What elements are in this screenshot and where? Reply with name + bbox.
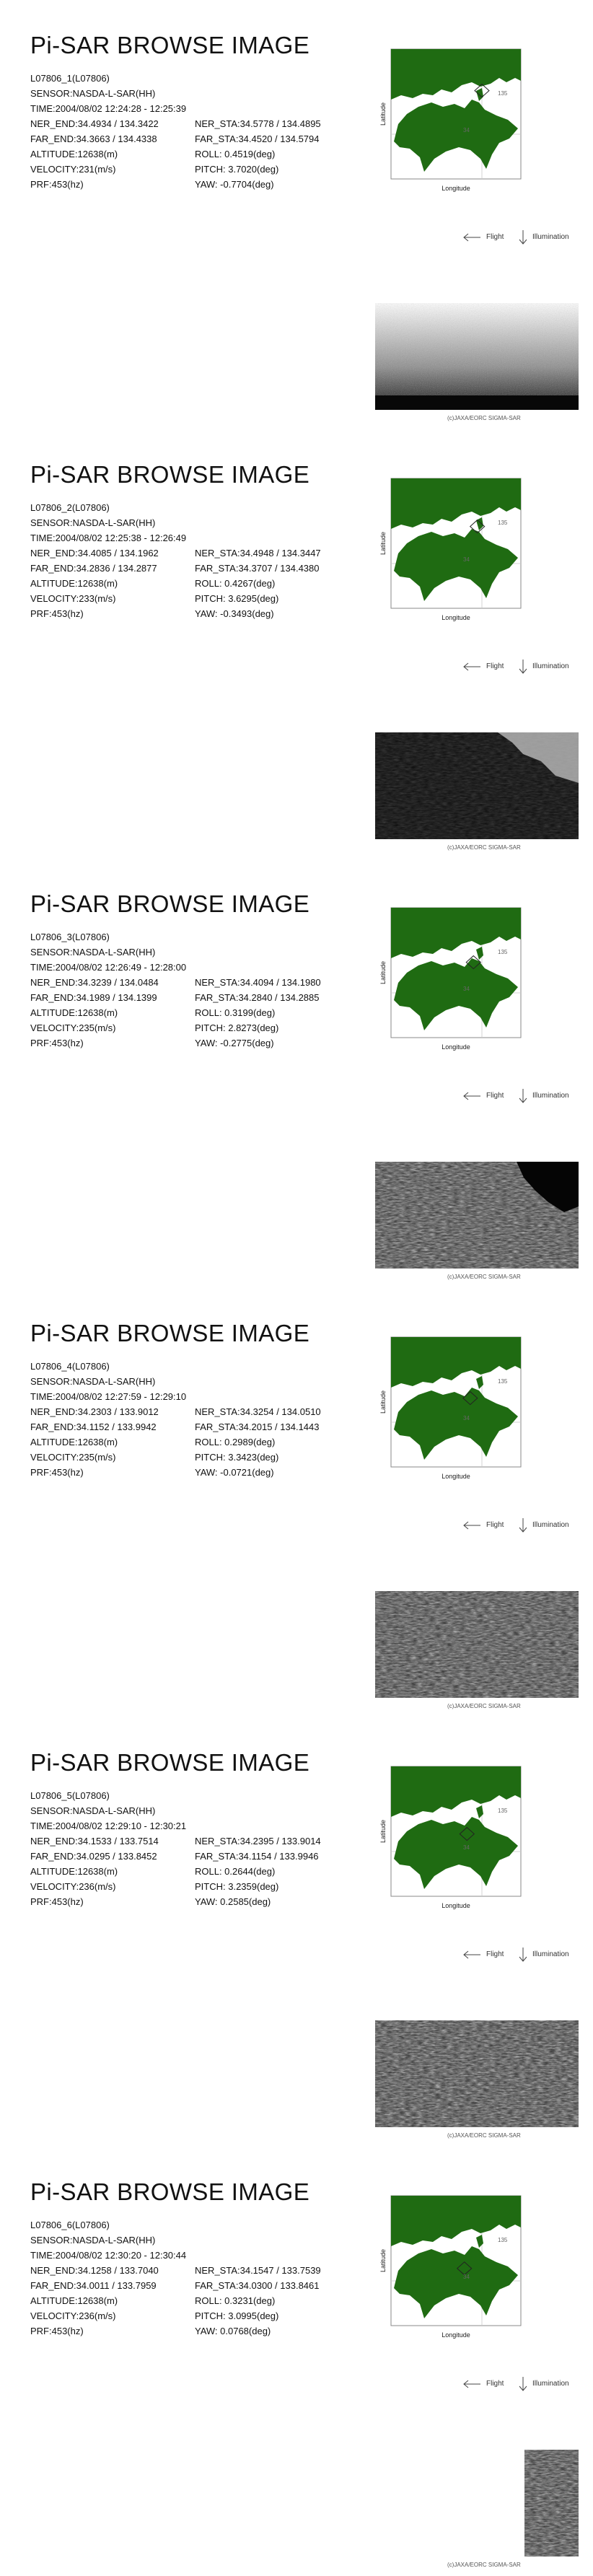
illumination-arrow-icon: [518, 1947, 528, 1963]
map-grid-label-lon: 135: [498, 1808, 508, 1814]
roll-value: ROLL: 0.3199(deg): [195, 1007, 276, 1018]
flight-label: Flight: [486, 1092, 504, 1100]
yaw-value: YAW: 0.2585(deg): [195, 1896, 271, 1907]
far-start-coord: FAR_STA:34.4520 / 134.5794: [195, 133, 320, 144]
yaw-value: YAW: -0.0721(deg): [195, 1467, 274, 1478]
yaw-value: YAW: 0.0768(deg): [195, 2326, 271, 2336]
prf-value: PRF:453(hz): [30, 1467, 84, 1478]
flight-label: Flight: [486, 1950, 504, 1958]
flight-label: Flight: [486, 233, 504, 241]
scene-id: L07806_2(L07806): [30, 502, 110, 513]
pitch-value: PITCH: 3.2359(deg): [195, 1881, 279, 1892]
near-start-coord: NER_STA:34.4948 / 134.3447: [195, 548, 321, 558]
acquisition-time: TIME:2004/08/02 12:24:28 - 12:25:39: [30, 103, 187, 114]
illumination-arrow-icon: [518, 2376, 528, 2392]
flight-arrow-icon: [462, 2380, 482, 2388]
sar-image-svg: [375, 1591, 579, 1698]
illumination-arrow-icon: [518, 1088, 528, 1104]
roll-value: ROLL: 0.4519(deg): [195, 149, 276, 159]
near-start-coord: NER_STA:34.1547 / 133.7539: [195, 2265, 321, 2276]
map-grid-label-lat: 34: [463, 986, 470, 992]
image-credit: (c)JAXA/EORC SIGMA-SAR: [447, 2132, 521, 2139]
scene-id: L07806_3(L07806): [30, 932, 110, 942]
illumination-arrow-icon: [518, 1517, 528, 1533]
sar-image-svg: [375, 732, 579, 839]
browse-page: [0, 1288, 593, 1717]
near-start-coord: NER_STA:34.4094 / 134.1980: [195, 977, 321, 988]
flight-label: Flight: [486, 2380, 504, 2388]
illumination-label: Illumination: [532, 1950, 569, 1958]
altitude-value: ALTITUDE:12638(m): [30, 1437, 118, 1447]
altitude-value: ALTITUDE:12638(m): [30, 578, 118, 589]
velocity-value: VELOCITY:236(m/s): [30, 2310, 116, 2321]
acquisition-time: TIME:2004/08/02 12:26:49 - 12:28:00: [30, 962, 187, 973]
page-title: Pi-SAR BROWSE IMAGE: [30, 1320, 310, 1346]
scene-id: L07806_4(L07806): [30, 1361, 110, 1372]
illumination-label: Illumination: [532, 1521, 569, 1529]
map-grid-label-lat: 34: [463, 2274, 470, 2280]
map-grid-label-lat: 34: [463, 1415, 470, 1421]
far-end-coord: FAR_END:34.2836 / 134.2877: [30, 563, 157, 574]
far-start-coord: FAR_STA:34.0300 / 133.8461: [195, 2280, 320, 2291]
acquisition-time: TIME:2004/08/02 12:30:20 - 12:30:44: [30, 2250, 187, 2261]
flight-label: Flight: [486, 1521, 504, 1529]
map-y-axis-label: Latitude: [379, 1390, 387, 1414]
far-end-coord: FAR_END:34.0295 / 133.8452: [30, 1851, 157, 1862]
page-title: Pi-SAR BROWSE IMAGE: [30, 1749, 310, 1776]
flight-arrow-icon: [462, 1950, 482, 1959]
location-map-svg: [379, 1337, 535, 1481]
location-map-svg: [379, 2196, 535, 2340]
sar-browse-image: [375, 303, 579, 410]
sar-browse-image: [375, 1162, 579, 1269]
sensor-info: SENSOR:NASDA-L-SAR(HH): [30, 517, 156, 528]
map-grid-label-lat: 34: [463, 556, 470, 563]
map-y-axis-label: Latitude: [379, 1819, 387, 1844]
sar-browse-image: [375, 2020, 579, 2127]
near-end-coord: NER_END:34.1533 / 133.7514: [30, 1836, 159, 1846]
page-title: Pi-SAR BROWSE IMAGE: [30, 32, 310, 58]
scene-id: L07806_6(L07806): [30, 2220, 110, 2230]
pitch-value: PITCH: 2.8273(deg): [195, 1022, 279, 1033]
roll-value: ROLL: 0.2644(deg): [195, 1866, 276, 1877]
velocity-value: VELOCITY:233(m/s): [30, 593, 116, 604]
map-grid-label-lon: 135: [498, 949, 508, 955]
map-grid-label-lat: 34: [463, 127, 470, 133]
map-x-axis-label: Longitude: [442, 2331, 470, 2339]
roll-value: ROLL: 0.2989(deg): [195, 1437, 276, 1447]
map-legend: [462, 1517, 592, 1535]
sensor-info: SENSOR:NASDA-L-SAR(HH): [30, 2235, 156, 2246]
sar-browse-image: [524, 2450, 579, 2557]
far-end-coord: FAR_END:34.3663 / 134.4338: [30, 133, 157, 144]
pitch-value: PITCH: 3.0995(deg): [195, 2310, 279, 2321]
illumination-label: Illumination: [532, 1092, 569, 1100]
location-map-svg: [379, 908, 535, 1052]
map-grid-label-lon: 135: [498, 2237, 508, 2243]
near-end-coord: NER_END:34.4934 / 134.3422: [30, 118, 159, 129]
browse-page: [0, 1717, 593, 2147]
yaw-value: YAW: -0.7704(deg): [195, 179, 274, 190]
sensor-info: SENSOR:NASDA-L-SAR(HH): [30, 88, 156, 99]
page-title: Pi-SAR BROWSE IMAGE: [30, 890, 310, 917]
map-grid-label-lon: 135: [498, 520, 508, 526]
flight-arrow-icon: [462, 1521, 482, 1530]
image-credit: (c)JAXA/EORC SIGMA-SAR: [447, 1274, 521, 1280]
image-credit: (c)JAXA/EORC SIGMA-SAR: [447, 415, 521, 421]
acquisition-time: TIME:2004/08/02 12:25:38 - 12:26:49: [30, 533, 187, 543]
map-grid-label-lat: 34: [463, 1844, 470, 1851]
location-map: [379, 908, 521, 1051]
flight-arrow-icon: [462, 662, 482, 671]
map-x-axis-label: Longitude: [442, 1043, 470, 1051]
map-legend: [462, 1947, 592, 1964]
altitude-value: ALTITUDE:12638(m): [30, 2295, 118, 2306]
flight-arrow-icon: [462, 233, 482, 242]
map-legend: [462, 2376, 592, 2393]
map-legend: [462, 659, 592, 676]
near-end-coord: NER_END:34.2303 / 133.9012: [30, 1406, 159, 1417]
far-start-coord: FAR_STA:34.2015 / 134.1443: [195, 1421, 320, 1432]
prf-value: PRF:453(hz): [30, 2326, 84, 2336]
prf-value: PRF:453(hz): [30, 608, 84, 619]
velocity-value: VELOCITY:235(m/s): [30, 1452, 116, 1463]
illumination-arrow-icon: [518, 659, 528, 675]
far-end-coord: FAR_END:34.0011 / 133.7959: [30, 2280, 157, 2291]
browse-page: [0, 859, 593, 1288]
map-x-axis-label: Longitude: [442, 1473, 470, 1480]
prf-value: PRF:453(hz): [30, 1896, 84, 1907]
yaw-value: YAW: -0.3493(deg): [195, 608, 274, 619]
image-credit: (c)JAXA/EORC SIGMA-SAR: [447, 2562, 521, 2568]
location-map: [379, 478, 521, 621]
altitude-value: ALTITUDE:12638(m): [30, 1866, 118, 1877]
acquisition-time: TIME:2004/08/02 12:29:10 - 12:30:21: [30, 1821, 187, 1831]
pitch-value: PITCH: 3.7020(deg): [195, 164, 279, 175]
far-start-coord: FAR_STA:34.1154 / 133.9946: [195, 1851, 319, 1862]
near-start-coord: NER_STA:34.2395 / 133.9014: [195, 1836, 321, 1846]
roll-value: ROLL: 0.4267(deg): [195, 578, 276, 589]
sar-image-svg: [375, 2020, 579, 2127]
map-legend: [462, 1088, 592, 1105]
map-x-axis-label: Longitude: [442, 185, 470, 192]
map-y-axis-label: Latitude: [379, 531, 387, 556]
sar-image-svg: [375, 1162, 579, 1269]
map-legend: [462, 229, 592, 247]
velocity-value: VELOCITY:236(m/s): [30, 1881, 116, 1892]
altitude-value: ALTITUDE:12638(m): [30, 149, 118, 159]
far-end-coord: FAR_END:34.1152 / 133.9942: [30, 1421, 157, 1432]
near-end-coord: NER_END:34.1258 / 133.7040: [30, 2265, 159, 2276]
prf-value: PRF:453(hz): [30, 179, 84, 190]
sar-image-svg: [375, 303, 579, 410]
velocity-value: VELOCITY:231(m/s): [30, 164, 116, 175]
roll-value: ROLL: 0.3231(deg): [195, 2295, 276, 2306]
near-end-coord: NER_END:34.4085 / 134.1962: [30, 548, 159, 558]
yaw-value: YAW: -0.2775(deg): [195, 1038, 274, 1048]
location-map-svg: [379, 1766, 535, 1911]
sar-browse-image: [375, 1591, 579, 1698]
flight-arrow-icon: [462, 1092, 482, 1100]
location-map: [379, 1337, 521, 1480]
far-end-coord: FAR_END:34.1989 / 134.1399: [30, 992, 157, 1003]
pitch-value: PITCH: 3.6295(deg): [195, 593, 279, 604]
map-y-axis-label: Latitude: [379, 960, 387, 985]
page-title: Pi-SAR BROWSE IMAGE: [30, 2178, 310, 2205]
illumination-label: Illumination: [532, 2380, 569, 2388]
map-grid-label-lon: 135: [498, 1378, 508, 1385]
illumination-label: Illumination: [532, 662, 569, 670]
scene-id: L07806_1(L07806): [30, 73, 110, 84]
page-title: Pi-SAR BROWSE IMAGE: [30, 461, 310, 488]
altitude-value: ALTITUDE:12638(m): [30, 1007, 118, 1018]
far-start-coord: FAR_STA:34.3707 / 134.4380: [195, 563, 320, 574]
illumination-arrow-icon: [518, 229, 528, 245]
location-map: [379, 1766, 521, 1909]
flight-label: Flight: [486, 662, 504, 670]
near-start-coord: NER_STA:34.5778 / 134.4895: [195, 118, 321, 129]
near-end-coord: NER_END:34.3239 / 134.0484: [30, 977, 159, 988]
map-x-axis-label: Longitude: [442, 1902, 470, 1909]
near-start-coord: NER_STA:34.3254 / 134.0510: [195, 1406, 321, 1417]
browse-page: [0, 429, 593, 859]
velocity-value: VELOCITY:235(m/s): [30, 1022, 116, 1033]
prf-value: PRF:453(hz): [30, 1038, 84, 1048]
pitch-value: PITCH: 3.3423(deg): [195, 1452, 279, 1463]
map-grid-label-lon: 135: [498, 90, 508, 97]
map-y-axis-label: Latitude: [379, 2248, 387, 2273]
acquisition-time: TIME:2004/08/02 12:27:59 - 12:29:10: [30, 1391, 187, 1402]
illumination-label: Illumination: [532, 233, 569, 241]
sensor-info: SENSOR:NASDA-L-SAR(HH): [30, 947, 156, 958]
sar-browse-image: [375, 732, 579, 839]
map-y-axis-label: Latitude: [379, 102, 387, 126]
image-credit: (c)JAXA/EORC SIGMA-SAR: [447, 844, 521, 851]
browse-page: [0, 0, 593, 429]
map-x-axis-label: Longitude: [442, 614, 470, 621]
location-map: [379, 2196, 521, 2339]
sensor-info: SENSOR:NASDA-L-SAR(HH): [30, 1376, 156, 1387]
scene-id: L07806_5(L07806): [30, 1790, 110, 1801]
sar-image-svg: [524, 2450, 579, 2557]
image-credit: (c)JAXA/EORC SIGMA-SAR: [447, 1703, 521, 1709]
sensor-info: SENSOR:NASDA-L-SAR(HH): [30, 1805, 156, 1816]
browse-page: [0, 2147, 593, 2576]
far-start-coord: FAR_STA:34.2840 / 134.2885: [195, 992, 320, 1003]
location-map: [379, 49, 521, 192]
location-map-svg: [379, 49, 535, 193]
location-map-svg: [379, 478, 535, 623]
